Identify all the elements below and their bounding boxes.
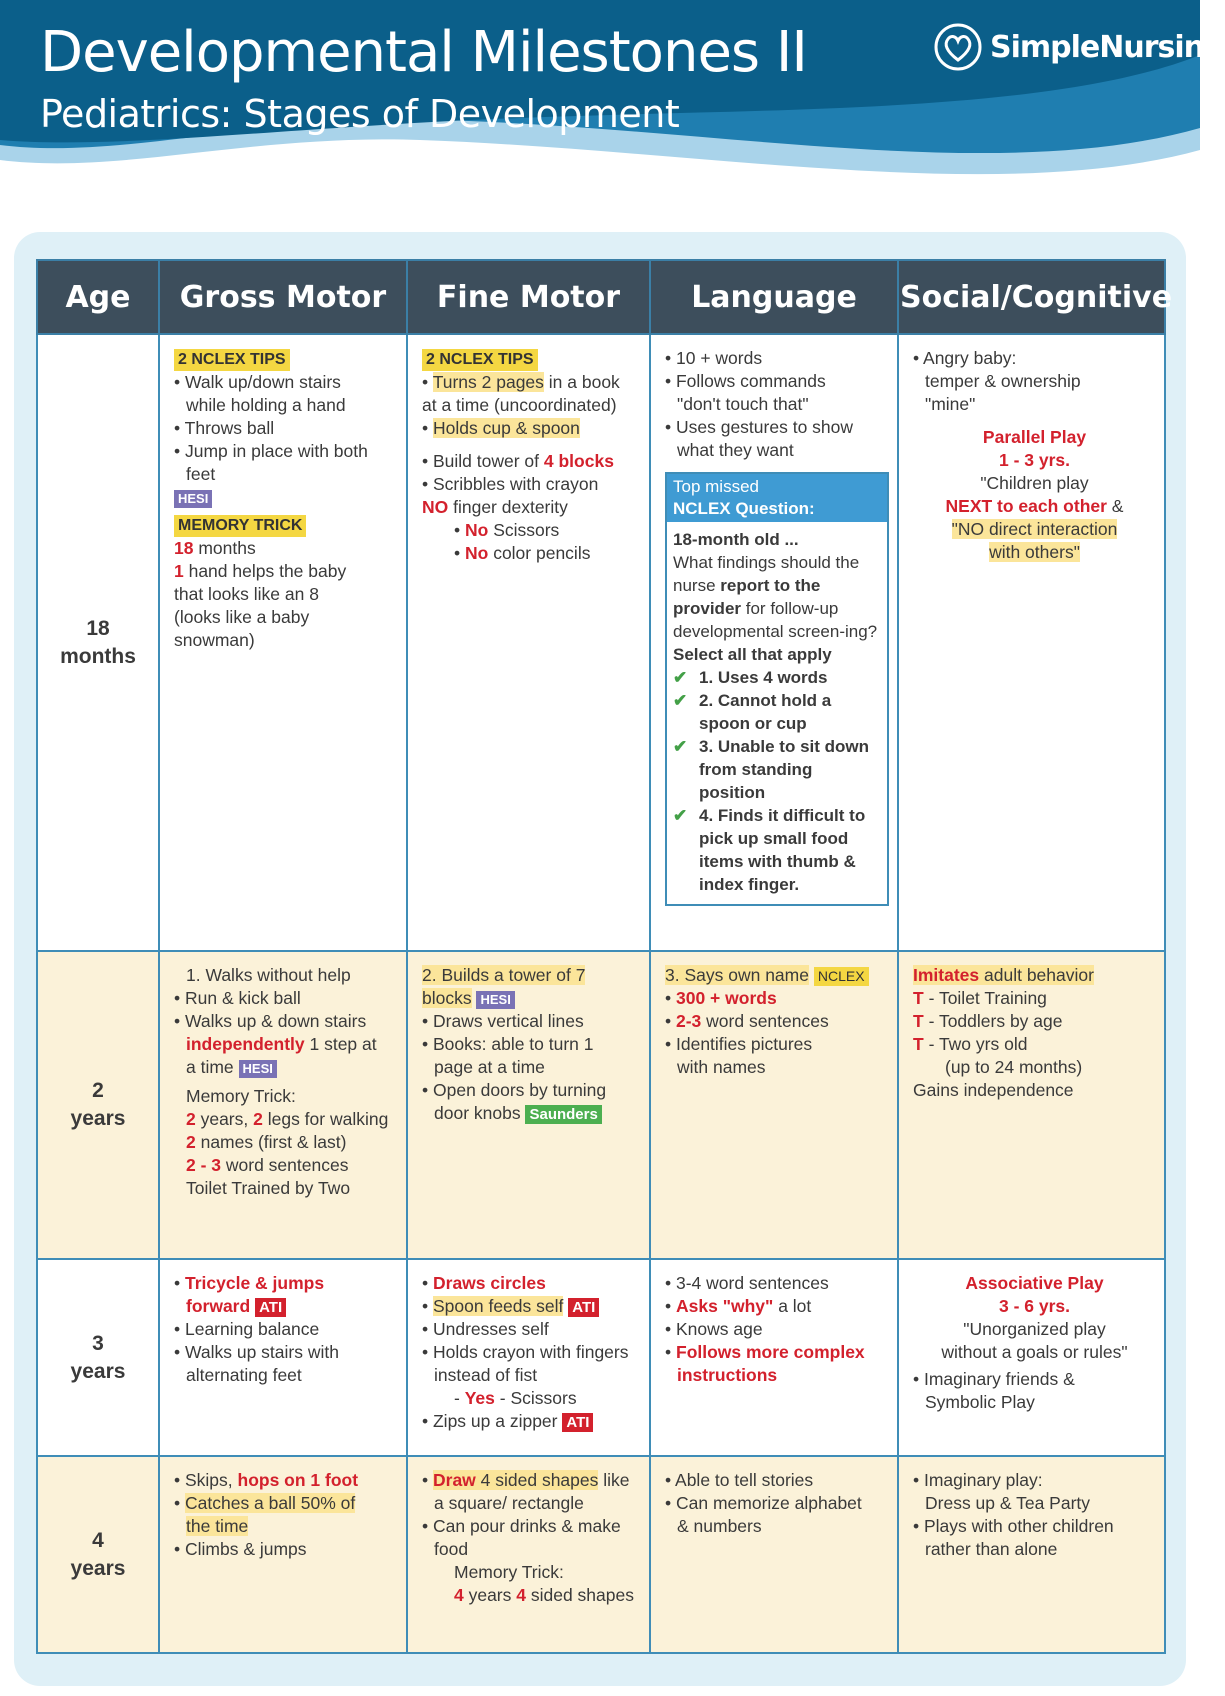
emphasis-text: T — [913, 988, 924, 1008]
table-row — [37, 1259, 1165, 1456]
memory-text: that looks like an 8 — [174, 584, 319, 604]
list-item: instead of fist — [434, 1365, 538, 1385]
emphasis-text: Draw — [433, 1470, 476, 1490]
list-item: • Imaginary friends & — [913, 1369, 1075, 1389]
fine-motor-cell — [407, 951, 650, 1259]
memory-trick-label: Memory Trick: — [186, 1086, 296, 1106]
list-item: alternating feet — [186, 1365, 302, 1385]
list-item: "mine" — [925, 394, 976, 414]
emphasis-text: independently — [186, 1034, 305, 1054]
emphasis-text: Tricycle & jumps — [185, 1273, 325, 1293]
col-header-fine-motor: Fine Motor — [407, 260, 650, 334]
list-item: • Plays with other children — [913, 1516, 1114, 1536]
list-item: in a book — [543, 372, 620, 392]
list-item: 1. Walks without help — [186, 965, 351, 985]
list-item: word sentences — [701, 1011, 829, 1031]
hesi-badge: HESI — [476, 991, 514, 1009]
emphasis-text: No — [465, 520, 489, 540]
answer-option — [673, 735, 881, 804]
answer-text: 4. Finds it difficult to pick up small food items with thumb & index finger. — [699, 806, 866, 894]
list-item: 1 step at — [304, 1034, 377, 1054]
list-item: • 10 + words — [665, 348, 763, 368]
list-item: • Skips, — [174, 1470, 238, 1490]
memory-text: sided shapes — [526, 1585, 634, 1605]
list-item: a lot — [773, 1296, 812, 1316]
question-text: report to the provider — [673, 576, 821, 618]
list-item: Scissors — [488, 520, 560, 540]
highlight-text: with others" — [989, 542, 1080, 562]
highlight-text: Spoon feeds self — [433, 1296, 564, 1316]
emphasis-text: NEXT to each other — [945, 496, 1107, 516]
list-item: • Undresses self — [422, 1319, 549, 1339]
list-item: • Throws ball — [174, 418, 275, 438]
memory-text: months — [193, 538, 256, 558]
saunders-badge: Saunders — [525, 1105, 601, 1124]
list-item: • Walk up/down stairs — [174, 372, 341, 392]
list-item: - Scissors — [494, 1388, 577, 1408]
age-number: 18 — [86, 616, 110, 640]
play-type-age: 1 - 3 yrs. — [998, 450, 1071, 470]
list-item: • Zips up a zipper — [422, 1411, 558, 1431]
emphasis-text: Follows more complex — [676, 1342, 865, 1362]
logo — [932, 22, 1225, 72]
highlight-text: 3. Says own name — [665, 965, 809, 985]
page-subtitle: Pediatrics: Stages of Development — [40, 92, 680, 136]
list-item: a square/ rectangle — [434, 1493, 584, 1513]
answer-text: 2. Cannot hold a spoon or cup — [699, 691, 832, 733]
age-number: 4 — [92, 1528, 104, 1552]
age-cell — [37, 951, 159, 1259]
memory-number: 4 — [454, 1585, 464, 1605]
list-item: feet — [186, 464, 216, 484]
nclex-question-box — [665, 472, 889, 906]
list-item: - Two yrs old — [923, 1034, 1028, 1054]
fine-motor-cell: • Draw 4 sided shapes like a square/ rectangle • Can pour drinks & make food Memory Trick: 4 years 4 sided shapes — [407, 1456, 650, 1653]
highlight-text: Catches a ball 50% of — [185, 1493, 356, 1513]
list-item: while holding a hand — [186, 395, 346, 415]
question-instruction: Select all that apply — [673, 645, 832, 664]
highlight-text: "NO direct interaction — [951, 519, 1118, 539]
list-item: • Scribbles with crayon — [422, 474, 599, 494]
nclex-badge: NCLEX — [814, 967, 869, 986]
emphasis-text: Asks "why" — [676, 1296, 774, 1316]
memory-trick-label: Memory Trick: — [454, 1562, 564, 1582]
list-item: - Toddlers by age — [923, 1011, 1063, 1031]
list-item: "Unorganized play — [963, 1319, 1106, 1339]
list-item: - Toilet Training — [923, 988, 1047, 1008]
ati-badge: ATI — [255, 1298, 286, 1317]
answer-option — [673, 689, 881, 735]
list-item: Symbolic Play — [925, 1392, 1035, 1412]
question-header-line: Top missed — [673, 477, 759, 496]
question-header — [667, 474, 887, 522]
table-row — [37, 951, 1165, 1259]
list-item: & — [1106, 496, 1124, 516]
memory-number: 2 — [186, 1109, 196, 1129]
highlight-text: Turns 2 pages — [432, 372, 544, 392]
memory-text: years — [463, 1585, 517, 1605]
page-title: Developmental Milestones II — [40, 20, 807, 85]
col-header-age: Age — [37, 260, 159, 334]
memory-text: legs for walking — [262, 1109, 389, 1129]
memory-number: 2 - 3 — [186, 1155, 222, 1175]
answer-option — [673, 666, 881, 689]
emphasis-text: NO — [422, 497, 449, 517]
list-item: (up to 24 months) — [945, 1057, 1083, 1077]
milestones-table — [36, 259, 1173, 1654]
emphasis-text: 2-3 — [676, 1011, 702, 1031]
social-cognitive-cell — [898, 334, 1165, 951]
list-item: • Build tower of — [422, 451, 544, 471]
emphasis-text: Yes — [464, 1388, 495, 1408]
list-item: • Learning balance — [174, 1319, 320, 1339]
age-cell — [37, 1456, 159, 1653]
list-item: Dress up & Tea Party — [925, 1493, 1091, 1513]
memory-text: hand helps the baby — [183, 561, 347, 581]
question-header-line: NCLEX Question: — [673, 499, 815, 518]
memory-number: 18 — [174, 538, 194, 558]
language-cell — [650, 334, 898, 951]
list-item: food — [434, 1539, 469, 1559]
age-cell — [37, 334, 159, 951]
list-item: • Draws vertical lines — [422, 1011, 584, 1031]
list-item: • Angry baby: — [913, 348, 1017, 368]
memory-trick-badge: MEMORY TRICK — [174, 515, 306, 537]
nclex-tips-badge: 2 NCLEX TIPS — [422, 349, 538, 371]
age-unit: years — [70, 1107, 126, 1130]
emphasis-text: T — [913, 1011, 924, 1031]
answer-text: 1. Uses 4 words — [699, 668, 828, 687]
answer-option — [673, 804, 881, 896]
list-item: • Run & kick ball — [174, 988, 301, 1008]
list-item: color pencils — [488, 543, 591, 563]
emphasis-text: No — [465, 543, 489, 563]
emphasis-text: forward — [186, 1296, 251, 1316]
list-item: with names — [677, 1057, 766, 1077]
ati-badge: ATI — [568, 1298, 599, 1317]
emphasis-text: Draws circles — [433, 1273, 546, 1293]
language-cell — [650, 1456, 898, 1653]
stethoscope-heart-icon — [932, 22, 984, 72]
list-item: • Can memorize alphabet — [665, 1493, 862, 1513]
question-text: What findings should the nurse — [673, 553, 860, 595]
list-item: door knobs — [434, 1103, 521, 1123]
gross-motor-cell: • Skips, hops on 1 foot • Catches a ball 50% of the time • Climbs & jumps — [159, 1456, 407, 1653]
check-icon: ✔ — [673, 737, 688, 756]
memory-text: names (first & last) — [195, 1132, 347, 1152]
play-type-title: Parallel Play — [982, 427, 1087, 447]
emphasis-text: instructions — [677, 1365, 778, 1385]
col-header-gross-motor: Gross Motor — [159, 260, 407, 334]
list-item: a time — [186, 1057, 234, 1077]
nclex-tips-badge: 2 NCLEX TIPS — [174, 349, 290, 371]
check-icon: ✔ — [673, 691, 688, 710]
col-header-social-cognitive: Social/Cognitive — [898, 260, 1165, 334]
col-header-language: Language — [650, 260, 898, 334]
fine-motor-cell: • Draws circles • Spoon feeds self ATI • Undresses self • Holds crayon with fingers instead of fist - Yes - Scissors • Zips up a zipper ATI — [407, 1259, 650, 1456]
list-item: • Holds crayon with fingers — [422, 1342, 629, 1362]
emphasis-text: hops on 1 foot — [237, 1470, 359, 1490]
gross-motor-cell: • Tricycle & jumps forward ATI • Learning balance • Walks up stairs with alternating feet — [159, 1259, 407, 1456]
question-text: 18-month old ... — [673, 530, 799, 549]
list-item: temper & ownership — [925, 371, 1081, 391]
list-item: at a time (uncoordinated) — [422, 395, 617, 415]
memory-text: snowman) — [174, 630, 255, 650]
emphasis-text: T — [913, 1034, 924, 1054]
list-item: - — [454, 1388, 465, 1408]
language-cell: 3. Says own name NCLEX • 300 + words • 2-3 word sentences • Identifies pictures with names — [650, 951, 898, 1259]
age-number: 2 — [92, 1079, 104, 1102]
play-type-age: 3 - 6 yrs. — [998, 1296, 1071, 1316]
list-item: what they want — [677, 440, 794, 460]
memory-number: 2 — [253, 1109, 263, 1129]
highlight-text: 4 sided shapes — [475, 1470, 599, 1490]
memory-text: years, — [195, 1109, 254, 1129]
social-cognitive-cell — [898, 951, 1165, 1259]
list-item: Gains independence — [913, 1080, 1074, 1100]
list-item: • 3-4 word sentences — [665, 1273, 829, 1293]
table-row — [37, 1456, 1165, 1653]
list-item: • Open doors by turning — [422, 1080, 607, 1100]
list-item: • Imaginary play: — [913, 1470, 1043, 1490]
list-item: • Knows age — [665, 1319, 763, 1339]
list-item: • Able to tell stories — [665, 1470, 814, 1490]
highlight-text: adult behavior — [979, 965, 1094, 985]
age-unit: months — [60, 644, 136, 668]
check-icon: ✔ — [673, 806, 688, 825]
memory-text: Toilet Trained by Two — [186, 1178, 351, 1198]
emphasis-text: Imitates — [913, 965, 980, 985]
logo-text: SimpleNursing — [990, 29, 1225, 65]
emphasis-text: 300 + words — [676, 988, 777, 1008]
highlight-text: Holds cup & spoon — [433, 418, 580, 438]
highlight-text: the time — [186, 1516, 249, 1536]
gross-motor-cell — [159, 951, 407, 1259]
list-item: • Identifies pictures — [665, 1034, 813, 1054]
emphasis-text: 4 blocks — [543, 451, 614, 471]
memory-text: word sentences — [221, 1155, 349, 1175]
age-cell — [37, 1259, 159, 1456]
question-body — [667, 522, 887, 904]
highlight-text: blocks — [422, 988, 472, 1008]
social-cognitive-cell — [898, 1456, 1165, 1653]
list-item: "Children play — [980, 473, 1089, 493]
social-cognitive-cell — [898, 1259, 1165, 1456]
list-item: • Walks up & down stairs — [174, 1011, 367, 1031]
question-text: for follow-up developmental screen-ing? — [673, 599, 878, 641]
check-icon: ✔ — [673, 668, 688, 687]
list-item: • Can pour drinks & make — [422, 1516, 621, 1536]
list-item: • Uses gestures to show — [665, 417, 854, 437]
memory-number: 2 — [186, 1132, 196, 1152]
memory-number: 1 — [174, 561, 184, 581]
language-cell: • 3-4 word sentences • Asks "why" a lot • Knows age • Follows more complex instructions — [650, 1259, 898, 1456]
table-header-row — [37, 260, 1165, 334]
age-number: 3 — [92, 1331, 104, 1355]
list-item: • Follows commands — [665, 371, 826, 391]
gross-motor-cell — [159, 334, 407, 951]
memory-number: 4 — [516, 1585, 526, 1605]
ati-badge: ATI — [562, 1413, 593, 1432]
answer-text: 3. Unable to sit down from standing position — [699, 737, 870, 802]
list-item: • Books: able to turn 1 — [422, 1034, 594, 1054]
list-item: "don't touch that" — [677, 394, 809, 414]
list-item: finger dexterity — [448, 497, 568, 517]
list-item: • Jump in place with both — [174, 441, 368, 461]
list-item: page at a time — [434, 1057, 545, 1077]
memory-text: (looks like a baby — [174, 607, 310, 627]
list-item: without a goals or rules" — [941, 1342, 1128, 1362]
play-type-title: Associative Play — [965, 1273, 1104, 1293]
list-item: & numbers — [677, 1516, 762, 1536]
list-item: • Climbs & jumps — [174, 1539, 307, 1559]
table-row — [37, 334, 1165, 951]
list-item: • Walks up stairs with — [174, 1342, 339, 1362]
list-item: rather than alone — [925, 1539, 1058, 1559]
list-item: like — [598, 1470, 630, 1490]
fine-motor-cell: 2 NCLEX TIPS • Turns 2 pages in a book at a time (uncoordinated) • Holds cup & spoon • Build tower of 4 blocks • Scribbles with crayon NO finger dexterity • No Scissors • No color pencils — [407, 334, 650, 951]
age-unit: years — [70, 1556, 126, 1580]
hesi-badge: HESI — [239, 1060, 277, 1078]
hesi-badge: HESI — [174, 490, 212, 508]
age-unit: years — [70, 1359, 126, 1383]
highlight-text: 2. Builds a tower of 7 — [422, 965, 586, 985]
